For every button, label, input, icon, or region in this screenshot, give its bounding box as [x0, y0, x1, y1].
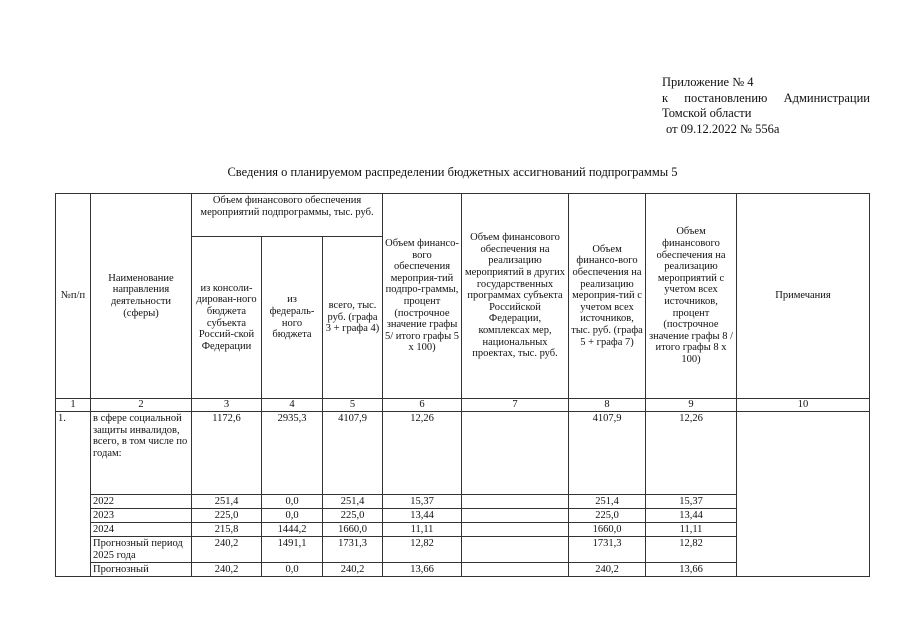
cell-c6: 12,82: [383, 537, 462, 563]
appendix-word: постановлению: [684, 90, 768, 105]
cell-c5: 225,0: [323, 509, 383, 523]
row-name: в сфере социальной защиты инвалидов, всего, в том числе по годам:: [91, 412, 192, 495]
header-consolidated: из консоли-дирован-ного бюджета субъекта Россий-ской Федерации: [192, 237, 262, 399]
header-group-funding: Объем финансового обеспечения мероприятий подпрограммы, тыс. руб.: [192, 194, 383, 237]
col-number: 10: [737, 399, 870, 412]
cell-c3: 240,2: [192, 537, 262, 563]
col-number: 7: [462, 399, 569, 412]
cell-c5: 251,4: [323, 495, 383, 509]
cell-c6: 11,11: [383, 523, 462, 537]
cell-c6: 13,66: [383, 563, 462, 577]
appendix-line-4: от 09.12.2022 № 556а: [666, 121, 780, 136]
cell-c5: 240,2: [323, 563, 383, 577]
header-row-1: [56, 194, 870, 237]
header-col7: Объем финансового обеспечения на реализацию мероприятий в других государственных программах субъекта Российской Федерации, комплексах мер, национальных проектах, тыс. руб.: [462, 194, 569, 399]
cell-c7: [462, 495, 569, 509]
cell-c7: [462, 537, 569, 563]
cell-c4: 0,0: [262, 563, 323, 577]
table-row-main: [56, 412, 870, 495]
appendix-word: к: [662, 90, 669, 105]
header-federal: из федераль-ного бюджета: [262, 237, 323, 399]
year-label: 2023: [91, 509, 192, 523]
col-number: 4: [262, 399, 323, 412]
cell-c6: 12,26: [383, 412, 462, 495]
col-number: 2: [91, 399, 192, 412]
year-label: Прогнозный: [91, 563, 192, 577]
year-label: 2024: [91, 523, 192, 537]
col-number: 5: [323, 399, 383, 412]
cell-c8: 4107,9: [569, 412, 646, 495]
cell-c9: 13,66: [646, 563, 737, 577]
cell-c8: 1731,3: [569, 537, 646, 563]
col-number: 3: [192, 399, 262, 412]
header-num: №п/п: [56, 194, 91, 399]
col-number: 1: [56, 399, 91, 412]
appendix-line-1: Приложение № 4: [662, 75, 754, 89]
cell-c5: 1731,3: [323, 537, 383, 563]
header-notes: Примечания: [737, 194, 870, 399]
cell-c9: 12,82: [646, 537, 737, 563]
cell-c6: 15,37: [383, 495, 462, 509]
appendix-line-3: Томской области: [662, 106, 752, 120]
cell-c4: 1491,1: [262, 537, 323, 563]
cell-c3: 1172,6: [192, 412, 262, 495]
cell-c3: 225,0: [192, 509, 262, 523]
cell-c9: 15,37: [646, 495, 737, 509]
cell-c7: [462, 523, 569, 537]
cell-c8: 225,0: [569, 509, 646, 523]
header-col8: Объем финансо-вого обеспечения на реализацию мероприя-тий с учетом всех источников, тыс. руб. (графа 5 + графа 7): [569, 194, 646, 399]
cell-c9: 13,44: [646, 509, 737, 523]
cell-c7: [462, 509, 569, 523]
cell-c8: 251,4: [569, 495, 646, 509]
cell-c7: [462, 412, 569, 495]
cell-c5: 4107,9: [323, 412, 383, 495]
column-number-row: [56, 399, 870, 412]
cell-notes: [737, 412, 870, 577]
cell-c9: 12,26: [646, 412, 737, 495]
appendix-block: [662, 75, 870, 137]
header-direction: Наименование направления деятельности (сферы): [91, 194, 192, 399]
row-number: 1.: [56, 412, 91, 577]
year-label: Прогнозный период 2025 года: [91, 537, 192, 563]
cell-c3: 215,8: [192, 523, 262, 537]
cell-c5: 1660,0: [323, 523, 383, 537]
cell-c4: 1444,2: [262, 523, 323, 537]
year-label: 2022: [91, 495, 192, 509]
cell-c6: 13,44: [383, 509, 462, 523]
appendix-word: Администрации: [783, 90, 870, 105]
cell-c4: 2935,3: [262, 412, 323, 495]
header-total: всего, тыс. руб. (графа 3 + графа 4): [323, 237, 383, 399]
cell-c8: 240,2: [569, 563, 646, 577]
cell-c4: 0,0: [262, 495, 323, 509]
cell-c7: [462, 563, 569, 577]
col-number: 6: [383, 399, 462, 412]
cell-c3: 240,2: [192, 563, 262, 577]
cell-c4: 0,0: [262, 509, 323, 523]
appendix-line-2: [662, 91, 870, 107]
budget-allocation-table: [55, 193, 870, 577]
header-col9: Объем финансового обеспечения на реализацию мероприятий с учетом всех источников, процент (построчное значение графы 8 / итого графы 8 x 100): [646, 194, 737, 399]
document-title: Сведения о планируемом распределении бюджетных ассигнований подпрограммы 5: [227, 165, 678, 179]
cell-c3: 251,4: [192, 495, 262, 509]
cell-c8: 1660,0: [569, 523, 646, 537]
col-number: 9: [646, 399, 737, 412]
header-col6: Объем финансо-вого обеспечения мероприя-тий подпро-граммы, процент (построчное значение графы 5/ итого графы 5 x 100): [383, 194, 462, 399]
col-number: 8: [569, 399, 646, 412]
cell-c9: 11,11: [646, 523, 737, 537]
